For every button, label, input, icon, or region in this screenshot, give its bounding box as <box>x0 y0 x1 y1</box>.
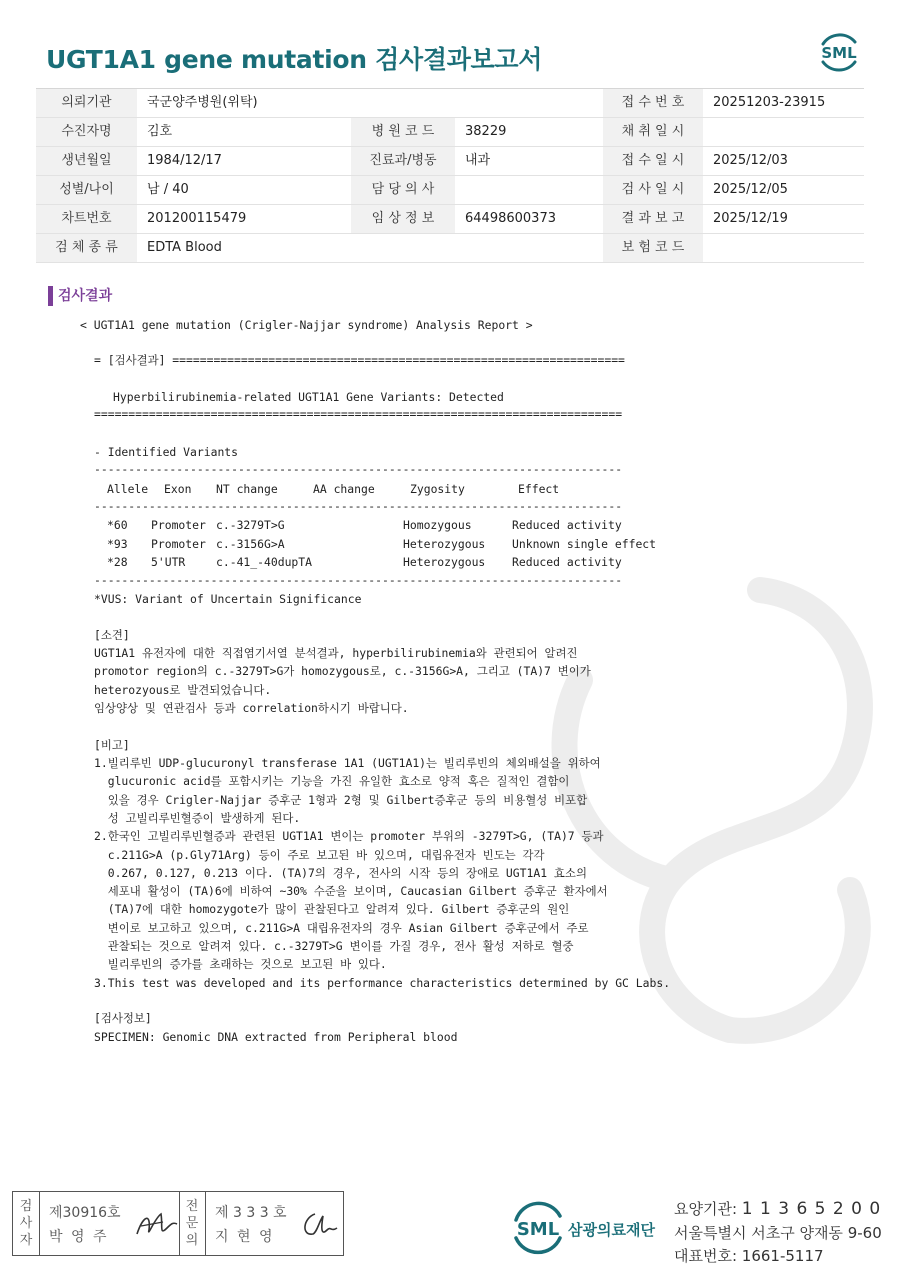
info-label: 임 상 정 보 <box>351 205 455 233</box>
info-value: 김호 <box>147 124 173 139</box>
info-row <box>36 205 864 234</box>
info-row <box>36 147 864 176</box>
phone: 대표번호: 1661-5117 <box>674 1247 824 1265</box>
variant-effect: Reduced activity <box>512 555 622 569</box>
info-value: 2025/12/03 <box>713 153 788 168</box>
opinion-label: [소견] <box>94 628 130 642</box>
info-value <box>455 89 603 117</box>
result-label: = [검사결과] ================================================================== <box>94 353 625 367</box>
result-text: Hyperbilirubinemia-related UGT1A1 Gene Variants: Detected <box>113 390 504 404</box>
info-value: 2025/12/05 <box>713 182 788 197</box>
remarks-line: 성 고빌리루빈혈증이 발생하게 된다. <box>94 810 301 825</box>
variant-allele: *28 <box>107 555 128 569</box>
info-value: 201200115479 <box>147 211 247 226</box>
info-label: 보 험 코 드 <box>603 234 703 262</box>
sml-logo-icon <box>815 28 863 76</box>
info-value <box>703 234 864 262</box>
info-value: 남 / 40 <box>147 182 189 197</box>
variant-exon: 5'UTR <box>151 555 186 569</box>
info-label: 성별/나이 <box>36 176 137 204</box>
info-value: 1984/12/17 <box>147 153 222 168</box>
col-zygosity: Zygosity <box>410 482 465 496</box>
variant-zyg: Heterozygous <box>403 555 486 569</box>
variant-zyg: Heterozygous <box>403 536 486 551</box>
section-marker <box>48 286 53 306</box>
info-label: 차트번호 <box>36 205 137 233</box>
info-value <box>455 176 603 204</box>
info-value: 내과 <box>465 153 491 168</box>
variant-effect: Reduced activity <box>512 518 622 532</box>
address: 서울특별시 서초구 양재동 9-60 <box>674 1224 882 1242</box>
remarks-line: 관찰되는 것으로 알려져 있다. c.-3279T>G 변이를 가질 경우, 전사 활성 저하로 혈중 <box>94 939 574 953</box>
remarks-line: 변이로 보고하고 있으며, c.211G>A 대립유전자의 경우 Asian Gilbert 증후군에서 주로 <box>94 920 589 935</box>
remarks-line: 세포내 활성이 (TA)6에 비하여 ~30% 수준을 보이며, Caucasian Gilbert 증후군 환자에서 <box>94 884 608 899</box>
divider-eq: ============================================================================= <box>94 407 623 421</box>
info-value: 2025/12/19 <box>713 211 788 226</box>
info-label: 담 당 의 사 <box>351 176 455 204</box>
variant-nt: c.-3279T>G <box>216 518 285 532</box>
opinion-line: UGT1A1 유전자에 대한 직접염기서열 분석결과, hyperbilirubinemia와 관련되어 알려진 <box>94 646 578 660</box>
variant-nt: c.-3156G>A <box>216 536 285 551</box>
org-logo-text: SML <box>516 1219 560 1240</box>
remarks-line: glucuronic acid를 포함시키는 기능을 가진 유일한 효소로 양적 혹은 질적인 결함이 <box>94 774 570 789</box>
signature-box <box>12 1191 344 1256</box>
remarks-line: 0.267, 0.127, 0.213 이다. (TA)7의 경우, 전사의 시작 등의 장애로 UGT1A1 효소의 <box>94 865 587 880</box>
remarks-line: 1.빌리루빈 UDP-glucuronyl transferase 1A1 (UGT1A1)는 빌리루빈의 체외배설을 위하여 <box>94 756 601 770</box>
remarks-line: c.211G>A (p.Gly71Arg) 등이 주로 보고된 바 있으며, 대립유전자 빈도는 각각 <box>94 847 545 862</box>
info-row <box>36 89 864 118</box>
report-heading: < UGT1A1 gene mutation (Crigler-Najjar syndrome) Analysis Report > <box>80 318 533 332</box>
info-label: 접 수 일 시 <box>603 147 703 175</box>
info-label: 검 체 종 류 <box>36 234 137 262</box>
info-value: EDTA Blood <box>147 240 222 255</box>
care-code: 요양기관: 1 1 3 6 5 2 0 0 <box>674 1199 882 1219</box>
opinion-line: promotor region의 c.-3279T>G가 homozygous로, c.-3156G>A, 그리고 (TA)7 변이가 <box>94 664 591 679</box>
col-aa-change: AA change <box>313 482 375 496</box>
variant-allele: *60 <box>107 518 128 532</box>
info-label: 병 원 코 드 <box>351 118 455 146</box>
vus-note: *VUS: Variant of Uncertain Significance <box>94 592 362 606</box>
variant-zyg: Homozygous <box>403 518 472 532</box>
report-title: UGT1A1 gene mutation 검사결과보고서 <box>46 45 543 74</box>
org-name: 삼광의료재단 <box>568 1221 655 1239</box>
opinion-line: heterozyous로 발견되었습니다. <box>94 682 272 697</box>
info-label: 진료과/병동 <box>351 147 455 175</box>
info-value: 20251203-23915 <box>713 95 826 110</box>
info-label: 채 취 일 시 <box>603 118 703 146</box>
variant-nt: c.-41_-40dupTA <box>216 555 313 569</box>
info-value: 38229 <box>465 124 507 139</box>
specialist-signature <box>297 1208 341 1242</box>
specialist-license: 제 3 3 3 호 <box>215 1205 287 1221</box>
variant-effect: Unknown single effect <box>512 536 657 551</box>
variant-exon: Promoter <box>151 518 206 532</box>
info-value: 64498600373 <box>465 211 556 226</box>
info-value: 국군양주병원(위탁) <box>147 95 258 110</box>
specialist-label: 전 문 의 <box>185 1199 199 1248</box>
testinfo-line: SPECIMEN: Genomic DNA extracted from Peripheral blood <box>94 1030 458 1044</box>
remarks-line: 2.한국인 고빌리루빈혈증과 관련된 UGT1A1 변이는 promoter 부위의 -3279T>G, (TA)7 등과 <box>94 829 604 844</box>
info-row <box>36 234 864 263</box>
examiner-signature <box>133 1206 179 1242</box>
info-label: 수진자명 <box>36 118 137 146</box>
sml-logo-text: SML <box>821 44 857 62</box>
patient-info-table <box>36 88 864 263</box>
section-title: 검사결과 <box>58 288 113 304</box>
org-logo-icon <box>510 1198 660 1256</box>
info-label: 생년월일 <box>36 147 137 175</box>
info-label: 접 수 번 호 <box>603 89 703 117</box>
variants-label: - Identified Variants <box>94 445 239 459</box>
col-effect: Effect <box>518 482 560 496</box>
info-value <box>455 234 603 262</box>
specialist-name: 지 현 영 <box>215 1229 275 1245</box>
info-row <box>36 118 864 147</box>
info-row <box>36 176 864 205</box>
variant-exon: Promoter <box>151 536 206 551</box>
testinfo-label: [검사정보] <box>94 1011 152 1025</box>
remarks-label: [비고] <box>94 738 130 752</box>
examiner-label: 검 사 자 <box>19 1199 33 1248</box>
remarks-line: 빌리루빈의 증가를 초래하는 것으로 보고된 바 있다. <box>94 957 387 972</box>
info-label <box>351 234 455 262</box>
remarks-line: 3.This test was developed and its performance characteristics determined by GC Labs. <box>94 975 671 990</box>
divider-dash: ----------------------------------------------------------------------------- <box>94 462 623 476</box>
opinion-line: 임상양상 및 연관검사 등과 correlation하시기 바랍니다. <box>94 700 409 715</box>
info-label <box>351 89 455 117</box>
variant-allele: *93 <box>107 536 128 551</box>
remarks-line: 있을 경우 Crigler-Najjar 증후군 1형과 2형 및 Gilbert증후군 등의 비용혈성 비포합 <box>94 792 588 807</box>
remarks-line: (TA)7에 대한 homozygote가 많이 관찰된다고 알려져 있다. Gilbert 증후군의 원인 <box>94 902 570 917</box>
info-label: 결 과 보 고 <box>603 205 703 233</box>
examiner-name: 박 영 주 <box>49 1229 109 1245</box>
divider-dash: ----------------------------------------------------------------------------- <box>94 499 623 513</box>
info-value <box>703 118 864 146</box>
divider-dash: ----------------------------------------------------------------------------- <box>94 573 623 587</box>
examiner-license: 제30916호 <box>49 1205 121 1221</box>
info-label: 의뢰기관 <box>36 89 137 117</box>
col-allele: Allele <box>107 482 149 496</box>
info-label: 검 사 일 시 <box>603 176 703 204</box>
col-nt-change: NT change <box>216 482 278 496</box>
col-exon: Exon <box>164 482 192 496</box>
